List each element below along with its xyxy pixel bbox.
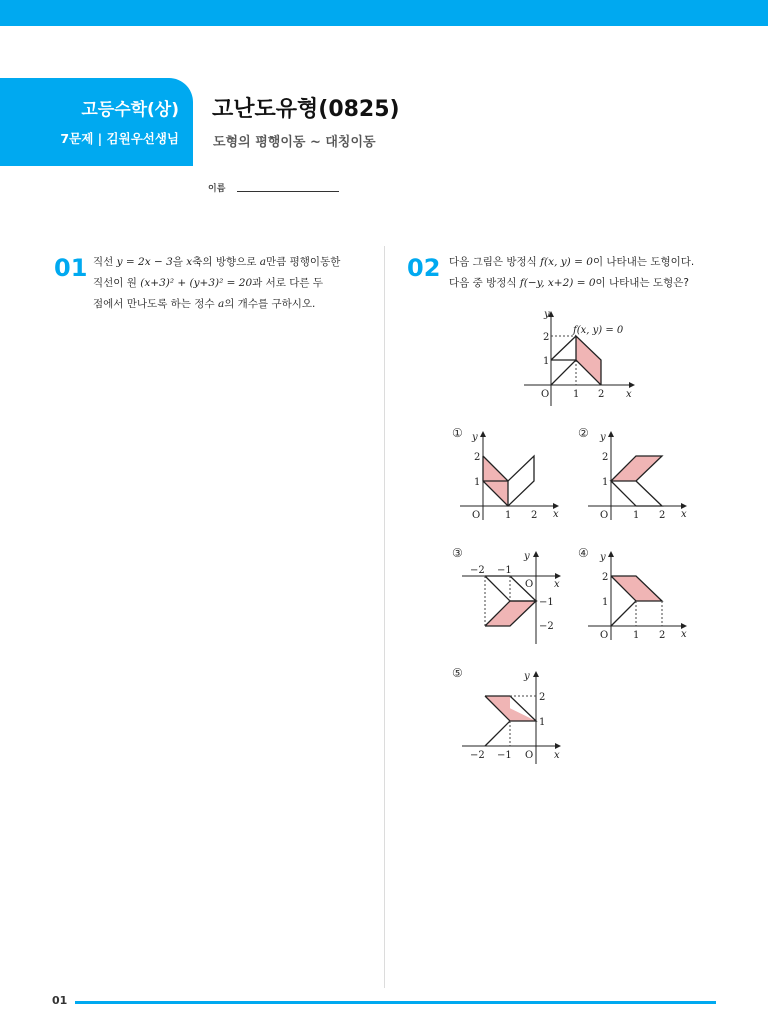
name-label: 이름: [208, 184, 226, 194]
question-number-01: 01: [54, 254, 88, 282]
origin-label: O: [541, 389, 550, 400]
y-axis-arrow: [480, 431, 486, 437]
y-axis-arrow: [533, 671, 539, 677]
tick-1-x: 1: [633, 630, 640, 641]
x-label: x: [553, 509, 559, 520]
page-subtitle: 도형의 평행이동 ~ 대칭이동: [213, 135, 376, 150]
column-divider: [384, 246, 385, 988]
tick-minus-2-x: −2: [470, 750, 485, 761]
option-5-marker[interactable]: ⑤: [452, 666, 463, 680]
page-number: 01: [52, 994, 68, 1007]
option-1-graph[interactable]: [456, 428, 566, 523]
origin-label: O: [472, 510, 481, 521]
option-3-graph[interactable]: [458, 548, 570, 648]
option-2-marker[interactable]: ②: [578, 426, 589, 440]
shaded-region: [611, 576, 662, 601]
option-5-graph[interactable]: [458, 668, 570, 768]
tick-2-x: 2: [598, 389, 605, 400]
top-accent-bar: [0, 0, 768, 26]
y-label: y: [472, 432, 478, 443]
tick-1-x: 1: [505, 510, 512, 521]
tick-1-y: 1: [602, 597, 609, 608]
origin-label: O: [600, 630, 609, 641]
x-label: x: [554, 750, 560, 761]
question-02-line-1: 다음 그림은 방정식 f(x, y) = 0이 나타내는 도형이다.: [449, 256, 695, 268]
tick-1-y: 1: [539, 717, 546, 728]
tick-1-y: 1: [474, 477, 481, 488]
tick-2-y: 2: [543, 332, 550, 343]
tick-2-y: 2: [474, 452, 481, 463]
shaded-region: [611, 456, 662, 481]
x-label: x: [554, 579, 560, 590]
origin-label: O: [525, 579, 534, 590]
question-number-02: 02: [407, 254, 441, 282]
origin-label: O: [525, 750, 534, 761]
y-label: y: [524, 671, 530, 682]
y-label: y: [524, 551, 530, 562]
tick-2-x: 2: [659, 630, 666, 641]
x-label: x: [681, 629, 687, 640]
y-label: y: [544, 309, 550, 320]
option-2-graph[interactable]: [584, 428, 694, 523]
x-axis-arrow: [555, 743, 561, 749]
tick-minus-2-y: −2: [539, 621, 554, 632]
subject-badge: [0, 78, 193, 166]
x-label: x: [681, 509, 687, 520]
graph-equation-label: f(x, y) = 0: [573, 325, 624, 336]
option-1-marker[interactable]: ①: [452, 426, 463, 440]
tick-2-y: 2: [602, 572, 609, 583]
question-01-line-3: 점에서 만나도록 하는 정수 a의 개수를 구하시오.: [93, 298, 316, 310]
shaded-region: [485, 696, 536, 721]
count-teacher-label: 7문제 | 김원우선생님: [60, 131, 179, 146]
shaded-region: [485, 601, 536, 626]
page-title: 고난도유형(0825): [212, 97, 400, 122]
tick-1-y: 1: [543, 356, 550, 367]
question-01-line-2: 직선이 원 (x+3)² + (y+3)² = 20과 서로 다른 두: [93, 277, 324, 289]
option-4-graph[interactable]: [584, 548, 694, 643]
figure-outline: [551, 336, 576, 360]
figure-outline: [485, 721, 510, 746]
tick-minus-1-y: −1: [539, 597, 554, 608]
tick-2-y: 2: [602, 452, 609, 463]
shaded-region: [576, 336, 601, 385]
tick-minus-2-x: −2: [470, 565, 485, 576]
tick-2-y: 2: [539, 692, 546, 703]
tick-minus-1-x: −1: [497, 750, 512, 761]
question-01-line-1: 직선 y = 2x − 3을 x축의 방향으로 a만큼 평행이동한: [93, 256, 341, 268]
name-underline: [237, 191, 339, 192]
question-01-text: [93, 252, 373, 315]
subject-label: 고등수학(상): [81, 100, 179, 120]
question-02-line-2: 다음 중 방정식 f(−y, x+2) = 0이 나타내는 도형은?: [449, 277, 689, 289]
tick-2-x: 2: [531, 510, 538, 521]
question-02-text: [449, 252, 749, 294]
figure-outline: [611, 601, 636, 626]
x-axis-arrow: [629, 382, 635, 388]
x-label: x: [626, 389, 632, 400]
y-axis-arrow: [533, 551, 539, 557]
y-axis-arrow: [608, 551, 614, 557]
tick-minus-1-x: −1: [497, 565, 512, 576]
y-label: y: [600, 432, 606, 443]
y-axis-arrow: [608, 431, 614, 437]
tick-1-x: 1: [633, 510, 640, 521]
tick-1-y: 1: [602, 477, 609, 488]
option-4-marker[interactable]: ④: [578, 546, 589, 560]
tick-2-x: 2: [659, 510, 666, 521]
origin-label: O: [600, 510, 609, 521]
option-3-marker[interactable]: ③: [452, 546, 463, 560]
y-label: y: [600, 552, 606, 563]
footer-accent-line: [75, 1001, 716, 1004]
tick-1-x: 1: [573, 389, 580, 400]
main-graph: [520, 306, 640, 408]
